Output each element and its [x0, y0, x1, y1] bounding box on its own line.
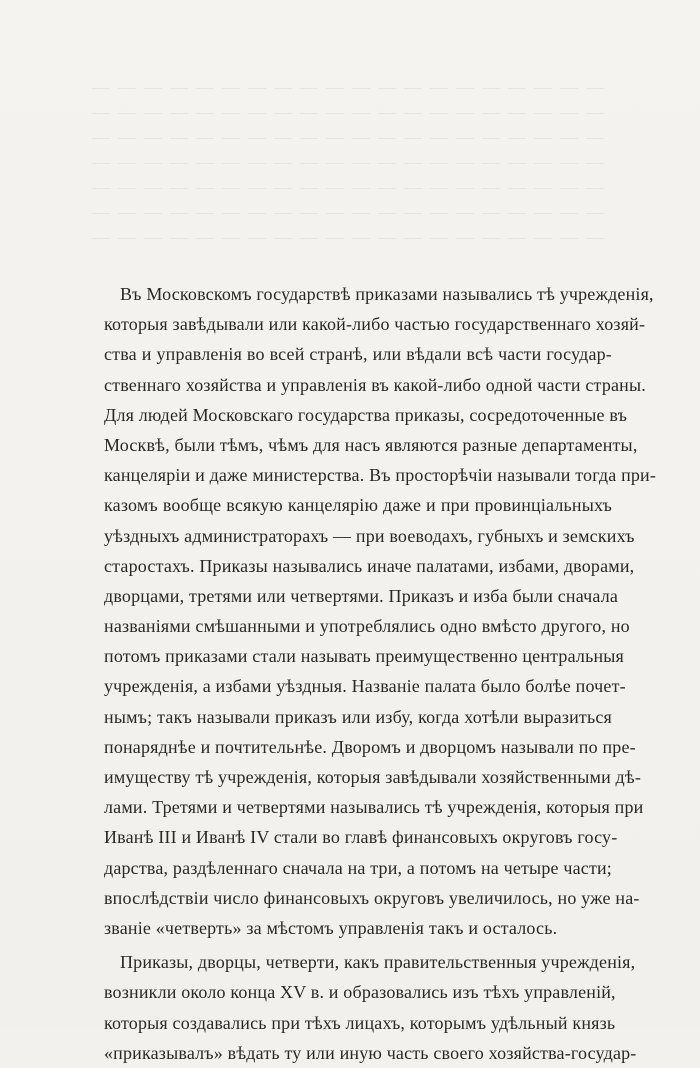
show-through-line: [92, 188, 612, 189]
paragraph-1-line-12: названіями смѣшанными и употреблялись одно вмѣсто другого, но: [104, 616, 630, 637]
show-through-line: [92, 138, 612, 139]
show-through-text: [92, 88, 612, 268]
paragraph-2-line-4: «приказывалъ» вѣдать ту или иную часть своего хозяйства-государ-: [104, 1042, 637, 1063]
body-text: [104, 279, 657, 1068]
show-through-line: [92, 163, 612, 164]
paragraph-2-line-3: которыя создавались при тѣхъ лицахъ, которымъ удѣльный князь: [104, 1012, 616, 1033]
paragraph-1-line-16: понаряднѣе и почтительнѣе. Дворомъ и дворцомъ называли по пре-: [104, 736, 636, 757]
paragraph-1-line-19: Иванѣ III и Иванѣ IV стали во главѣ финансовыхъ округовъ госу-: [104, 827, 618, 848]
show-through-line: [92, 213, 612, 214]
paragraph-1-line-9: уѣздныхъ администраторахъ — при воеводахъ, губныхъ и земскихъ: [104, 525, 635, 546]
show-through-line: [92, 238, 612, 239]
paragraph-1-line-15: нымъ; такъ называли приказъ или избу, когда хотѣли выразиться: [104, 706, 612, 727]
show-through-line: [92, 113, 612, 114]
paragraph-1-line-3: ства и управленія во всей странѣ, или вѣдали всѣ части государ-: [104, 344, 612, 365]
paragraph-1-line-13: потомъ приказами стали называть преимущественно центральныя: [104, 646, 625, 667]
paragraph-1-line-6: Москвѣ, были тѣмъ, чѣмъ для насъ являются разные департаменты,: [104, 434, 638, 455]
paragraph-2-line-1: Приказы, дворцы, четверти, какъ правительственныя учрежденія,: [120, 952, 636, 973]
paragraph-1-line-14: учрежденія, а избами уѣздныя. Названіе палата было болѣе почет-: [104, 676, 626, 697]
paragraph-1-line-1: Въ Московскомъ государствѣ приказами назывались тѣ учрежденія,: [120, 284, 654, 304]
paragraph-1-line-4: ственнаго хозяйства и управленія въ какой-либо одной части страны.: [104, 374, 646, 395]
paragraph-1-line-20: дарства, раздѣленнаго сначала на три, а потомъ на четыре части;: [104, 857, 612, 878]
paragraph-1-line-21: впослѣдствіи число финансовыхъ округовъ увеличилось, но уже на-: [104, 887, 640, 908]
paragraph-2-line-2: возникли около конца XV в. и образовались изъ тѣхъ управленій,: [104, 982, 616, 1003]
show-through-line: [92, 88, 612, 89]
paragraph-1-line-11: дворцами, третями или четвертями. Приказъ и изба были сначала: [104, 585, 619, 606]
paragraph-1-line-8: казомъ вообще всякую канцелярію даже и при провинціальныхъ: [104, 495, 612, 516]
paragraph-1-line-2: которыя завѣдывали или какой-либо частью государственнаго хозяй-: [104, 314, 646, 335]
paragraph-1-line-18: лами. Третями и четвертями назывались тѣ учрежденія, которыя при: [104, 797, 644, 818]
paragraph-1-line-5: Для людей Московскаго государства приказы, сосредоточенные въ: [104, 404, 628, 425]
paragraph-1-line-7: канцеляріи и даже министерства. Въ просторѣчіи называли тогда при-: [104, 465, 657, 486]
paragraph-1-line-10: старостахъ. Приказы назывались иначе палатами, избами, дворами,: [104, 555, 635, 576]
paragraph-1-line-22: званіе «четверть» за мѣстомъ управленія такъ и осталось.: [104, 917, 558, 938]
paragraph-1-line-17: имуществу тѣ учрежденія, которыя завѣдывали хозяйственными дѣ-: [104, 767, 642, 787]
